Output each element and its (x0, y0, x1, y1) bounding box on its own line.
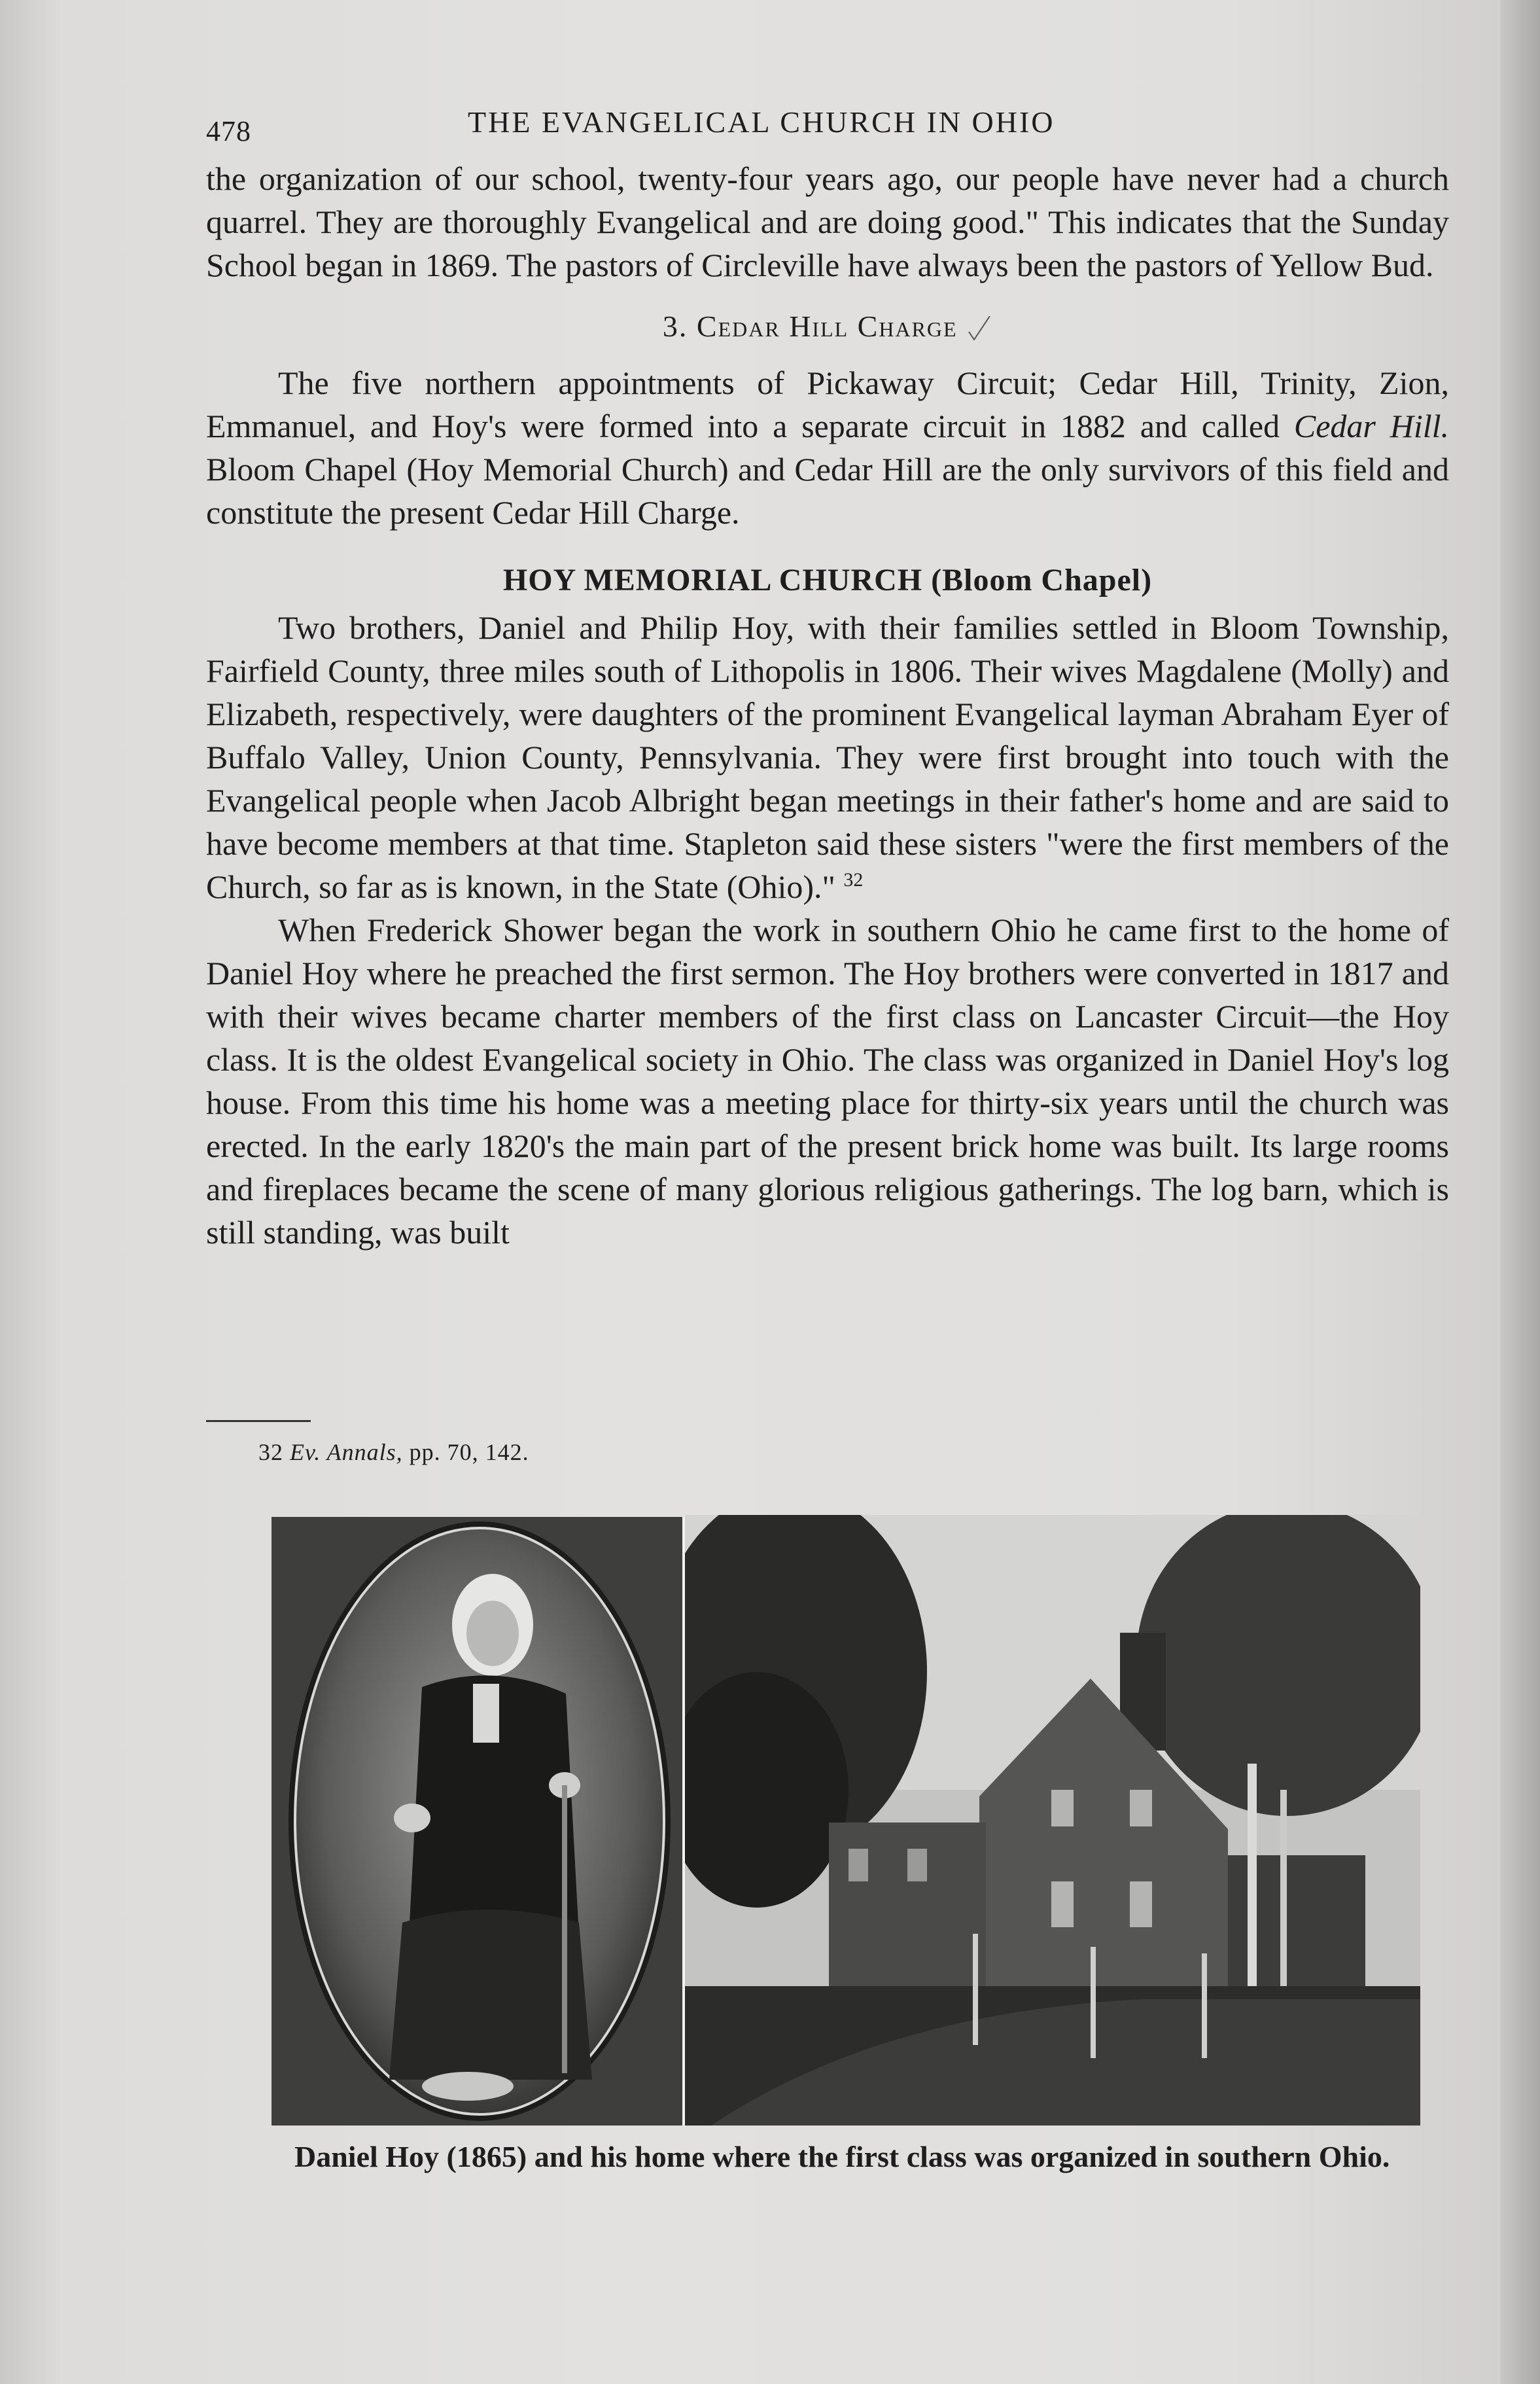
cedar-hill-italic: Cedar Hill. (1293, 408, 1449, 444)
section-heading-text: 3. Cedar Hill Charge (662, 310, 958, 343)
cedar-text-start: The five northern appointments of Pickaway Circuit; Cedar Hill, Trinity, Zion, Emmanuel, and Hoy's were formed into a separate circuit in 1882 and called (206, 365, 1449, 444)
paragraph-cedar-hill (206, 361, 1449, 534)
figure (271, 1517, 1420, 2126)
footnote-source: Ev. Annals, (290, 1439, 403, 1465)
paragraph-intro: the organization of our school, twenty-four years ago, our people have never had a church quarrel. They are thoroughly Evangelical and are doing good." This indicates that the Sunday School began in 1869. The pastors of Circleville have always been the pastors of Yellow Bud. (206, 160, 1449, 283)
book-binding-edge (1501, 0, 1540, 2384)
church-heading (206, 559, 1449, 602)
footnote-number: 32 (258, 1439, 283, 1465)
paragraph-shower: When Frederick Shower began the work in southern Ohio he came first to the home of Daniel Hoy where he preached the first sermon. The Hoy brothers were converted in 1817 and with their wives became charter members of the first class on Lancaster Circuit—the Hoy class. It is the oldest Evangelical society in Ohio. The class was organized in Daniel Hoy's log house. From this time his home was a meeting place for thirty-six years until the church was erected. In the early 1820's the main part of the present brick home was built. Its large rooms and fireplaces became the scene of many glorious religious gatherings. The log barn, which is still standing, was built (206, 912, 1449, 1251)
cedar-text-end: Bloom Chapel (Hoy Memorial Church) and Cedar Hill are the only survivors of this field and constitute the present Cedar Hill Charge. (206, 451, 1449, 531)
footnote-divider (206, 1420, 311, 1422)
section-heading (206, 305, 1449, 348)
page-header (206, 98, 1423, 157)
house-photo (685, 1515, 1420, 2126)
footnote-reference: 32 (843, 869, 864, 891)
figure-caption: Daniel Hoy (1865) and his home where the first class was organized in southern Ohio. (294, 2140, 1390, 2173)
church-heading-title: HOY MEMORIAL CHURCH (502, 563, 923, 597)
portrait-photo (271, 1517, 682, 2126)
footnote (258, 1438, 529, 1466)
page-number: 478 (206, 115, 251, 147)
brothers-text: Two brothers, Daniel and Philip Hoy, with their families settled in Bloom Township, Fairfield County, three miles south of Lithopolis in 1806. Their wives Magdalene (Molly) and Elizabeth, respectively, were daughters of the prominent Evangelical layman Abraham Eyer of Buffalo Valley, Union County, Pennsylvania. They were first brought into touch with the Evangelical people when Jacob Albright began meetings in their father's home and are said to have become members at that time. Stapleton said these sisters "were the first members of the Church, so far as is known, in the State (Ohio)." (206, 609, 1449, 905)
handwritten-check-icon (966, 316, 992, 342)
church-heading-subtitle: (Bloom Chapel) (931, 563, 1153, 597)
body-text (206, 157, 1449, 1254)
running-title: THE EVANGELICAL CHURCH IN OHIO (468, 105, 1055, 139)
paragraph-brothers (206, 606, 1449, 908)
footnote-pages: pp. 70, 142. (409, 1439, 529, 1465)
